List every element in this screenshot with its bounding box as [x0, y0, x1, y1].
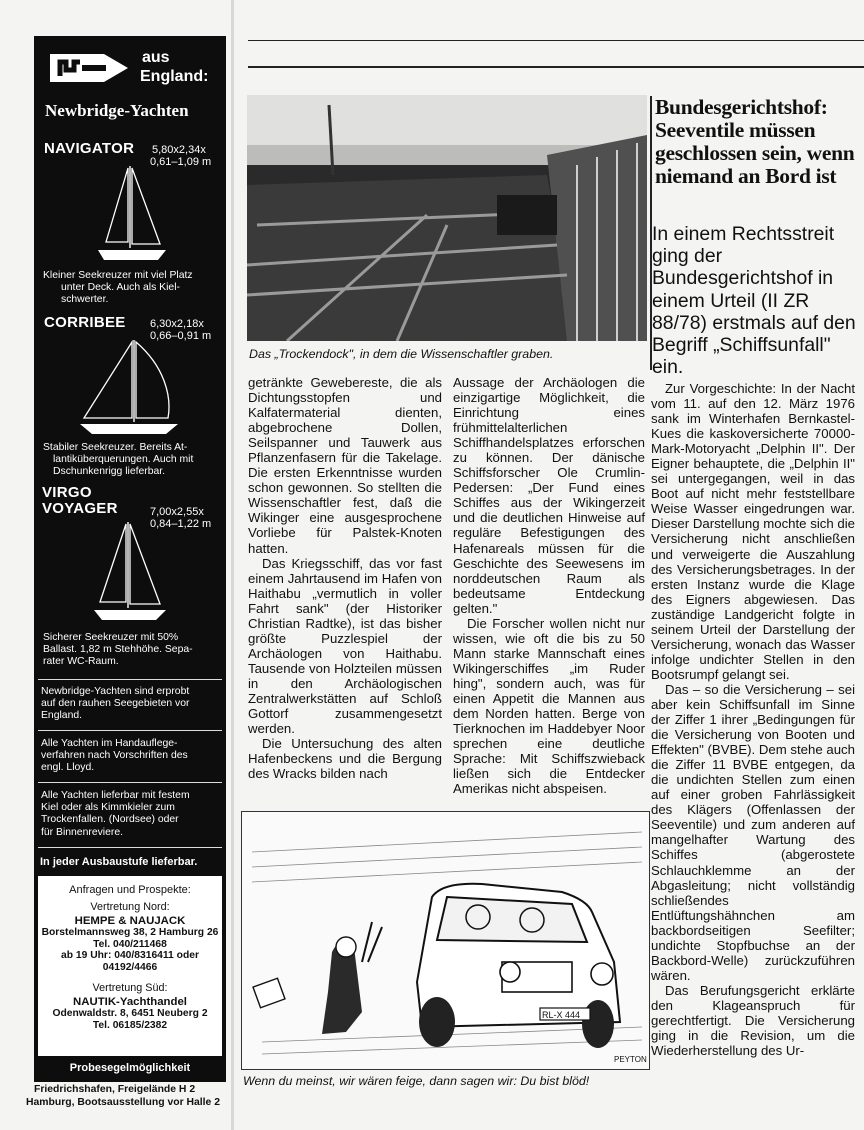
paragraph: Zur Vorgeschichte: In der Nacht vom 11. auf den 12. März 1976 sank im Winterhafen Bernkastel-Kues die kaskoversicherte 70000-Mark-Motoryacht „Delphin II". Der Eigner behauptete, die „Delphin II" sei untergegangen, weil in das Boot auf nicht mehr feststellbare Weise Wasser eingedrungen war. Dieser Darstellung mochte sich die Versicherung nicht anschließen und verweigerte die Auszahlung des Versicherungsbetrages. In der ersten Instanz wurde die Klage des Eigners abgewiesen. Das zuständige Landgericht folgte in seinem Urteil der Darstellung der Versicherung, wonach das Wasser infolge undichter Stellen in den Bootsrumpf gelangt sei.	[651, 381, 855, 682]
info-line: Newbridge-Yachten sind erprobt	[41, 686, 190, 697]
cartoon-signature: PEYTON	[614, 1055, 647, 1064]
probe-label: Probesegelmöglichkeit	[69, 1062, 191, 1074]
article-column-1	[248, 375, 442, 781]
nord-address: Borstelmannsweg 38, 2 Hamburg 26	[41, 927, 219, 938]
boat-name-corribee: CORRIBEE	[44, 314, 126, 331]
boat-dims-navigator-1: 5,80x2,34x	[152, 144, 206, 156]
divider	[38, 782, 222, 783]
nord-tel-1: Tel. 040/211468	[93, 938, 167, 950]
desc-line: lantiküberquerungen. Auch mit	[53, 454, 194, 466]
boat-dims-corribee-2: 0,66–0,91 m	[150, 330, 212, 342]
boat-desc-corribee	[43, 442, 218, 479]
info-line: Trockenfallen. (Nordsee) oder	[41, 814, 179, 826]
paragraph: getränkte Gewebereste, die als Dichtungsstopfen und Kalfatermaterial dienten, abgebrochene Dollen, Seilspanner und Tauwerk aus Pflanzenfasern für die Takelage. Die ersten Erkenntnisse wurden schon gewonnen. So stellten die Wissenschaftler fest, daß die Wikinger eine ausgesprochene Vorliebe für Palstek-Knoten hatten.	[248, 375, 442, 556]
nord-tel-2: ab 19 Uhr: 040/8316411 oder	[61, 950, 199, 962]
info-line: auf den rauhen Seegebieten vor	[41, 698, 190, 710]
paragraph: Aussage der Archäologen die einzigartige Möglichkeit, die Einrichtung eines frühmittelalterlichen Schiffhandelsplatzes erforschen zu können. Der dänische Schiffsforscher Ole Crumlin-Pedersen: „Der Fund eines Schiffes aus der Wikingerzeit und die deutlichen Hinweise auf reguläre Befestigungen des Hafenareals müssen für die Geschichte des Seewesens im norddeutschen Raum als bedeutsame Entdeckung gelten."	[453, 375, 645, 616]
boat-dims-virgo-1: 7,00x2,55x	[150, 506, 204, 518]
divider	[38, 679, 222, 680]
cartoon-illustration	[241, 811, 650, 1070]
sued-label: Vertretung Süd:	[92, 982, 168, 995]
info-line: für Binnenreviere.	[41, 826, 124, 838]
info-line: Alle Yachten im Handauflege-	[41, 738, 178, 749]
desc-line: rater WC-Raum.	[43, 656, 119, 668]
ad-footer-2: Hamburg, Bootsausstellung vor Halle 2	[26, 1097, 220, 1108]
boat-name-virgo: VIRGO	[42, 484, 92, 501]
boat-name-voyager: VOYAGER	[42, 500, 118, 517]
brand-name: Newbridge-Yachten	[45, 101, 189, 120]
desc-line: Dschunkenrigg lieferbar.	[53, 466, 166, 478]
top-rule	[248, 40, 864, 41]
newbridge-yachts-ad	[34, 36, 226, 1082]
info-block-1	[41, 686, 219, 723]
car-plate: RL-X 444	[542, 1010, 581, 1020]
sued-tel: Tel. 06185/2382	[92, 1019, 168, 1031]
boat-desc-virgo	[43, 632, 218, 669]
boat-dims-navigator-2: 0,61–1,09 m	[150, 156, 212, 168]
desc-line: unter Deck. Auch als Kiel-	[61, 282, 180, 294]
sailboat-icon	[94, 162, 170, 268]
contact-box	[38, 876, 222, 1056]
boat-dims-corribee-1: 6,30x2,18x	[150, 318, 204, 330]
info-line: engl. Lloyd.	[41, 762, 95, 774]
boat-dims-virgo-2: 0,84–1,22 m	[150, 518, 212, 530]
info-line: Kiel oder als Kimmkieler zum	[41, 802, 175, 814]
anfragen-label: Anfragen und Prospekte:	[69, 884, 191, 896]
newbridge-logo-icon	[46, 48, 132, 88]
desc-line: schwerter.	[61, 294, 109, 306]
sailboat-icon	[90, 518, 170, 628]
paragraph: Die Untersuchung des alten Hafenbeckens und die Bergung des Wracks bilden nach	[248, 736, 442, 782]
top-rule	[248, 66, 864, 68]
sued-name: NAUTIK-Yachthandel	[73, 996, 187, 1009]
nord-tel-3: 04192/4466	[102, 961, 158, 973]
article-subhead: In einem Rechtsstreit ging der Bundesgerichtshof in einem Urteil (II ZR 88/78) erstmals auf den Begriff „Schiffsunfall" ein.	[652, 223, 856, 379]
article-column-3	[651, 381, 855, 1058]
divider	[38, 847, 222, 848]
boat-name-navigator: NAVIGATOR	[44, 140, 135, 157]
sailboat-icon	[74, 336, 184, 440]
paragraph: Das Berufungsgericht erklärte den Klageanspruch für gerechtfertigt. Die Versicherung ging in die Revision, um die Wiederherstellung des Ur-	[651, 982, 855, 1059]
paragraph: Das Kriegsschiff, das vor fast einem Jahrtausend im Hafen von Haithabu „vermutlich in voller Fahrt sank" (der Historiker Christian Radtke), ist das bisher größte Puzzlespiel der Archäologen von Haithabu. Tausende von Holzteilen müssen in den Archäologischen Zentralwerkstätten auf Schloß Gottorf zusammengesetzt werden.	[248, 555, 442, 737]
info-block-3	[41, 790, 219, 839]
info-line: England.	[41, 710, 83, 722]
article-headline: Bundesgerichtshof: Seeventile müssen geschlossen sein, wenn niemand an Bord ist	[655, 95, 855, 188]
boat-desc-navigator	[43, 270, 218, 307]
desc-line: Kleiner Seekreuzer mit viel Platz	[43, 270, 193, 281]
divider	[38, 730, 222, 731]
dry-dock-photo	[247, 95, 647, 341]
photo-caption: Das „Trockendock", in dem die Wissenschaftler graben.	[249, 347, 554, 361]
desc-line: Stabiler Seekreuzer. Bereits At-	[43, 442, 188, 453]
nord-label: Vertretung Nord:	[90, 901, 170, 913]
ad-footer-1: Friedrichshafen, Freigelände H 2	[34, 1084, 196, 1095]
info-line: verfahren nach Vorschriften des	[41, 750, 188, 762]
sued-address: Odenwaldstr. 8, 6451 Neuberg 2	[52, 1008, 208, 1020]
info-line: Alle Yachten lieferbar mit festem	[41, 790, 190, 801]
desc-line: Ballast. 1,82 m Stehhöhe. Sepa-	[43, 644, 193, 656]
cartoon-caption: Wenn du meinst, wir wären feige, dann sagen wir: Du bist blöd!	[243, 1074, 590, 1088]
paragraph: Das – so die Versicherung – sei aber kein Schiffsunfall im Sinne der Ziffer 1 ihrer „Bedingungen für die Versicherung von Booten und Effekten" (BVBE). Dem stehe auch die Ziffer 11 BVBE entgegen, da die undichten Stellen zum einen auf einer groben Fahrlässigkeit des Klägers (Offenlassen der Seeventile) und zum anderen auf mangelhafter Wartung des Schiffes (abgerostete Schlauchklemme an der Abgasleitung; nicht vollständig schließendes Entlüftungshähnchen am backbordseitigen Seefilter; undichte Stopfbuchse an der Backbord-Welle) zurückzuführen wären.	[651, 681, 855, 983]
ausbau-note: In jeder Ausbaustufe lieferbar.	[40, 856, 198, 868]
logo-line-2: England:	[140, 68, 209, 85]
page-fold	[231, 0, 234, 1130]
nord-name: HEMPE & NAUJACK	[74, 915, 186, 927]
paragraph: Die Forscher wollen nicht nur wissen, wie oft die bis zu 50 Mann starke Mannschaft eines Wikingerschiffes „im Ruder hing", sondern auch, was für einen Appetit die Mannen aus dem Norden hatten. Berge von Tierknochen im Haddebyer Noor sprechen eine deutliche Sprache: Mit Schiffszwieback ließen sich die Entdecker Amerikas nicht abspeisen.	[453, 615, 645, 797]
article-column-2	[453, 375, 645, 796]
desc-line: Sicherer Seekreuzer mit 50%	[43, 632, 179, 643]
info-block-2	[41, 738, 219, 775]
logo-line-1: aus	[142, 49, 170, 66]
